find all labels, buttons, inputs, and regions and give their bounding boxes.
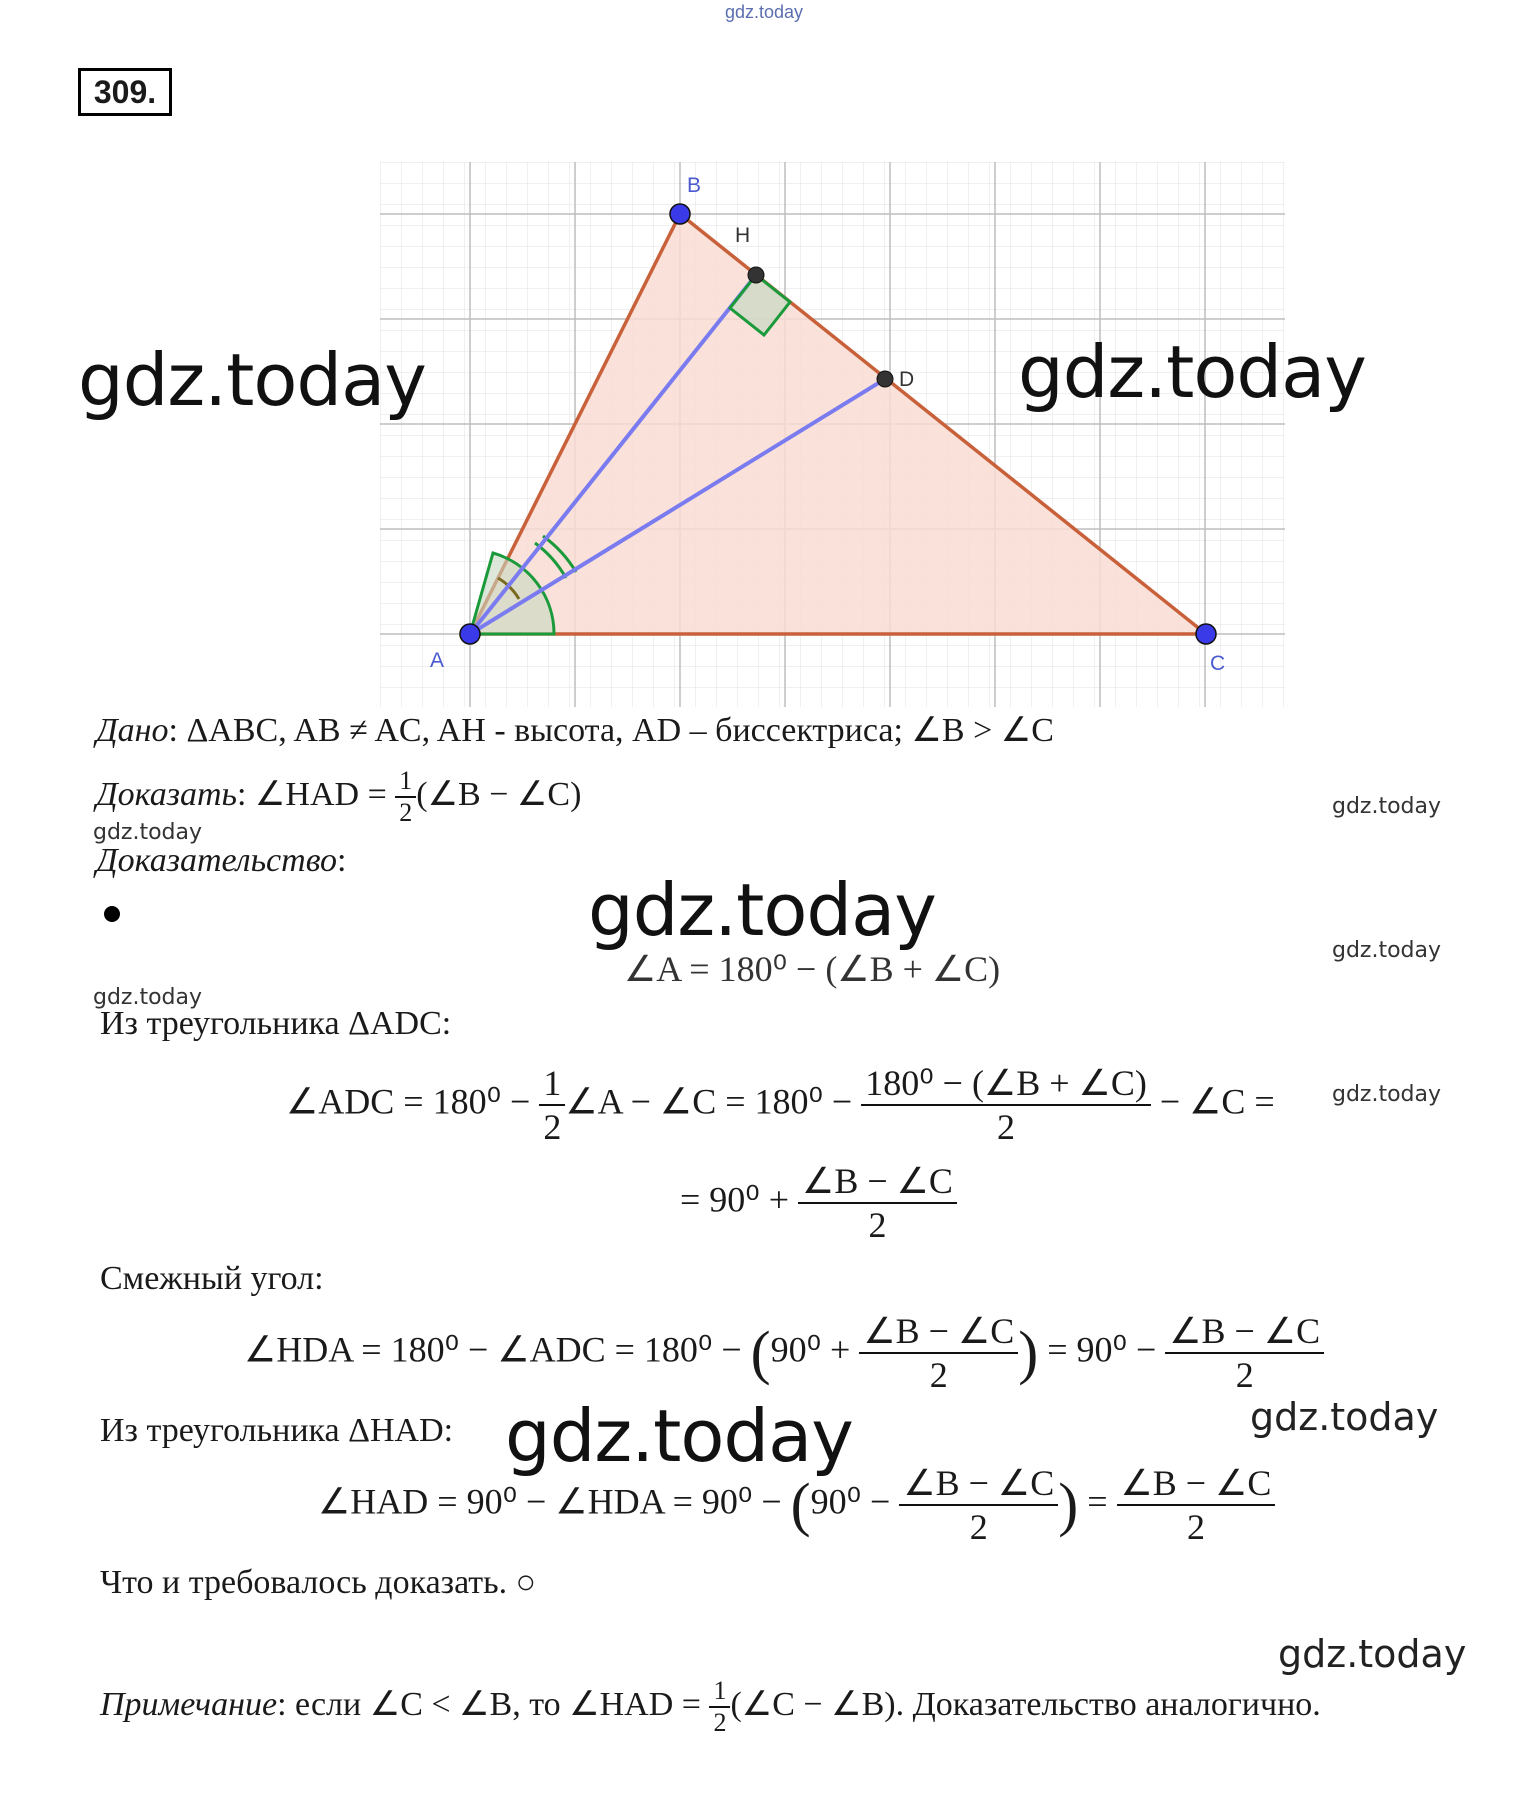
proof-label: Доказательство xyxy=(96,842,338,879)
eq-adc-line1 xyxy=(286,1062,1275,1148)
prove-num: 1 xyxy=(395,766,416,798)
triangle-diagram xyxy=(380,162,1285,707)
label-c: C xyxy=(1210,652,1226,675)
watermark-small-2: gdz.today xyxy=(93,820,203,845)
eq-hda-f2d: 2 xyxy=(1235,1355,1254,1395)
eq-adc-f1d: 2 xyxy=(543,1107,562,1147)
given-text: : ΔABC, AB ≠ AC, AH - высота, AD – биссектриса; ∠B > ∠C xyxy=(168,712,1054,749)
watermark-small-1: gdz.today xyxy=(1332,794,1442,819)
note-p1: : если ∠C < ∠B, то ∠HAD = xyxy=(277,1685,710,1723)
eq-had-f1d: 2 xyxy=(969,1507,988,1547)
from-had: Из треугольника ΔHAD: xyxy=(100,1412,454,1449)
prove-lhs: : ∠HAD = xyxy=(236,775,396,813)
qed-line: Что и требовалось доказать. ○ xyxy=(100,1564,537,1601)
label-b: B xyxy=(687,174,702,197)
watermark-small-4: gdz.today xyxy=(93,985,203,1010)
given-line xyxy=(96,710,1054,750)
watermark-top: gdz.today xyxy=(725,2,804,22)
prove-label: Доказать xyxy=(96,775,237,813)
eq-had-f2d: 2 xyxy=(1186,1507,1205,1547)
eq-had xyxy=(318,1462,1275,1548)
note-fd: 2 xyxy=(713,1708,727,1737)
point-a xyxy=(460,624,480,644)
watermark-big-4: gdz.today xyxy=(505,1394,853,1478)
eq-had-rparen: ) xyxy=(1058,1471,1079,1538)
watermark-big-2: gdz.today xyxy=(1018,330,1366,414)
eq-hda-rparen: ) xyxy=(1018,1319,1039,1386)
eq-hda-f1n: ∠B − ∠C xyxy=(859,1310,1018,1354)
problem-number: 309. xyxy=(78,68,172,116)
eq-adc-frac2 xyxy=(861,1062,1151,1148)
eq-had-p3: = xyxy=(1087,1481,1108,1522)
watermark-small-5: gdz.today xyxy=(1332,1082,1442,1107)
adjacent-angle: Смежный угол: xyxy=(100,1260,324,1297)
point-h xyxy=(748,267,764,283)
eq-had-f1n: ∠B − ∠C xyxy=(899,1462,1058,1506)
eq-had-p1: ∠HAD = 90⁰ − ∠HDA = 90⁰ − xyxy=(318,1481,782,1522)
eq-hda-lparen: ( xyxy=(750,1319,771,1386)
eq-adc-f2n: 180⁰ − (∠B + ∠C) xyxy=(861,1062,1151,1106)
eq-adc-f1n: 1 xyxy=(539,1062,565,1106)
eq-hda-p1: ∠HDA = 180⁰ − ∠ADC = 180⁰ − xyxy=(244,1329,742,1370)
eq-had-frac2 xyxy=(1117,1462,1276,1548)
eq-hda-frac1 xyxy=(859,1310,1018,1396)
eq-adc-p1: ∠ADC = 180⁰ − xyxy=(286,1081,531,1122)
label-h: H xyxy=(735,224,751,247)
label-a: A xyxy=(430,649,445,672)
note-p2: (∠C − ∠B). Доказательство аналогично. xyxy=(730,1685,1321,1723)
eq-hda-p3: = 90⁰ − xyxy=(1047,1329,1157,1370)
eq-hda-frac2 xyxy=(1165,1310,1324,1396)
watermark-med-2: gdz.today xyxy=(1278,1632,1467,1676)
note-line xyxy=(100,1676,1321,1738)
eq-adc-frac1 xyxy=(539,1062,565,1148)
point-c xyxy=(1196,624,1216,644)
eq-hda-f2n: ∠B − ∠C xyxy=(1165,1310,1324,1354)
eq-adc-p3: − ∠C = xyxy=(1159,1081,1275,1122)
eq-adc-f2d: 2 xyxy=(997,1107,1016,1147)
point-b xyxy=(670,204,690,224)
watermark-big-3: gdz.today xyxy=(588,868,936,952)
watermark-med-1: gdz.today xyxy=(1250,1395,1439,1439)
note-fraction xyxy=(709,1676,730,1738)
prove-rhs: (∠B − ∠C) xyxy=(416,775,582,813)
proof-line xyxy=(96,842,346,880)
point-d xyxy=(877,371,893,387)
watermark-big-1: gdz.today xyxy=(78,338,426,422)
eq-hda xyxy=(244,1310,1324,1396)
eq-adc2-p1: = 90⁰ + xyxy=(680,1179,790,1220)
eq-adc-line2 xyxy=(680,1160,957,1246)
eq-adc2-fn: ∠B − ∠C xyxy=(798,1160,957,1204)
eq-had-f2n: ∠B − ∠C xyxy=(1117,1462,1276,1506)
label-d: D xyxy=(899,368,915,391)
eq-adc-p2: ∠A − ∠C = 180⁰ − xyxy=(565,1081,853,1122)
eq-adc2-frac xyxy=(798,1160,957,1246)
prove-den: 2 xyxy=(399,798,413,827)
eq-adc2-fd: 2 xyxy=(868,1205,887,1245)
eq-had-frac1 xyxy=(899,1462,1058,1548)
note-fn: 1 xyxy=(709,1676,730,1708)
prove-fraction xyxy=(395,766,416,828)
prove-line xyxy=(96,766,581,828)
eq-had-lparen: ( xyxy=(790,1471,811,1538)
watermark-small-3: gdz.today xyxy=(1332,938,1442,963)
given-label: Дано xyxy=(96,712,169,749)
eq-had-p2: 90⁰ − xyxy=(810,1481,891,1522)
from-adc: Из треугольника ΔADC: xyxy=(100,1005,452,1042)
proof-colon: : xyxy=(337,842,347,879)
eq-angle-a: ∠A = 180⁰ − (∠B + ∠C) xyxy=(624,949,1001,989)
eq-hda-p2: 90⁰ + xyxy=(770,1329,851,1370)
note-label: Примечание xyxy=(100,1685,278,1723)
eq-hda-f1d: 2 xyxy=(929,1355,948,1395)
bullet xyxy=(104,906,120,922)
